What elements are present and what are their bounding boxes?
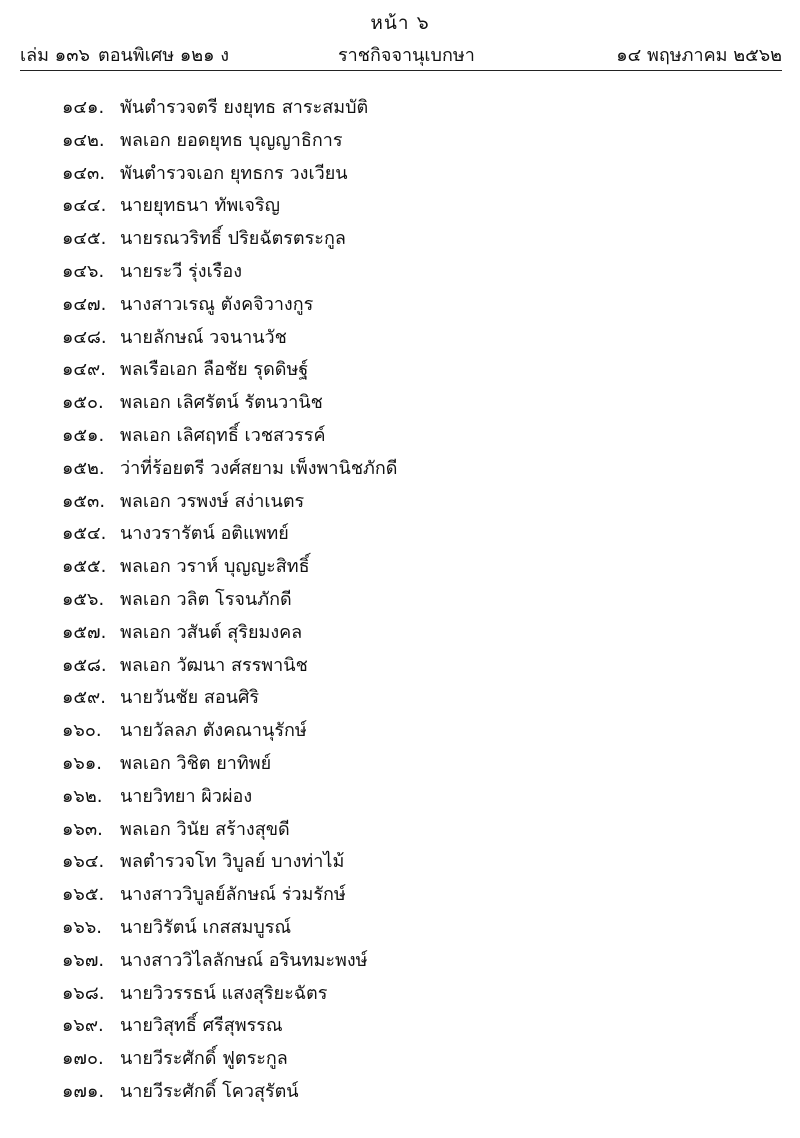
item-number: ๑๖๒.	[62, 785, 103, 807]
item-name: นางสาววิบูลย์ลักษณ์ ร่วมรักษ์	[120, 884, 346, 906]
list-item	[62, 223, 398, 256]
item-name: นายวีระศักดิ์ โควสุรัตน์	[120, 1080, 299, 1102]
item-number: ๑๖๘.	[62, 982, 105, 1004]
item-number: ๑๔๕.	[62, 228, 107, 250]
list-item	[62, 912, 398, 945]
list-item	[62, 781, 398, 814]
item-name: พลเอก วรพงษ์ สง่าเนตร	[120, 490, 305, 512]
item-number: ๑๖๑.	[62, 752, 102, 774]
item-name: นายวีระศักดิ์ ฟูตระกูล	[120, 1048, 288, 1070]
item-name: พันตำรวจตรี ยงยุทธ สาระสมบัติ	[120, 97, 369, 118]
item-name: นายวิวรรธน์ แสงสุริยะฉัตร	[120, 982, 328, 1004]
item-number: ๑๔๔.	[62, 195, 107, 217]
item-number: ๑๖๕.	[62, 884, 105, 906]
item-number: ๑๕๕.	[62, 556, 107, 578]
list-item	[62, 945, 398, 978]
item-number: ๑๕๘.	[62, 654, 107, 676]
item-number: ๑๕๔.	[62, 523, 107, 545]
list-item	[62, 715, 398, 748]
item-number: ๑๔๙.	[62, 359, 106, 381]
item-number: ๑๔๓.	[62, 162, 106, 184]
item-name: พลเอก วิชิต ยาทิพย์	[120, 752, 272, 774]
item-name: พลเอก วราห์ บุญญะสิทธิ์	[120, 556, 310, 578]
item-number: ๑๖๓.	[62, 818, 103, 840]
list-item	[62, 682, 398, 715]
item-number: ๑๖๗.	[62, 949, 105, 971]
list-item	[62, 256, 398, 289]
item-name: ว่าที่ร้อยตรี วงศ์สยาม เพ็งพานิชภักดี	[120, 457, 398, 479]
list-item	[62, 289, 398, 322]
item-name: นายยุทธนา ทัพเจริญ	[120, 195, 280, 217]
list-item	[62, 420, 398, 453]
item-number: ๑๔๗.	[62, 293, 107, 315]
list-item	[62, 322, 398, 355]
list-item	[62, 518, 398, 551]
list-item	[62, 584, 398, 617]
item-name: นายลักษณ์ วจนานวัช	[120, 326, 287, 348]
list-item	[62, 748, 398, 781]
item-name: นายวิสุทธิ์ ศรีสุพรรณ	[120, 1015, 283, 1037]
item-name: นายวัลลภ ตังคณานุรักษ์	[120, 720, 307, 742]
item-name: พลเอก วลิต โรจนภักดี	[120, 588, 292, 610]
item-number: ๑๖๙.	[62, 1015, 104, 1037]
item-name: พลเอก วสันต์ สุริยมงคล	[120, 621, 303, 643]
item-number: ๑๕๑.	[62, 424, 105, 446]
item-name: นายวิรัตน์ เกสสมบูรณ์	[120, 916, 292, 938]
item-name: พลเอก เลิศรัตน์ รัตนวานิช	[120, 392, 323, 414]
item-name: พลเอก เลิศฤทธิ์ เวชสวรรค์	[120, 424, 326, 446]
list-item	[62, 1043, 398, 1076]
item-name: นางวรารัตน์ อติแพทย์	[120, 523, 289, 545]
list-item	[62, 190, 398, 223]
list-item	[62, 617, 398, 650]
item-number: ๑๗๐.	[62, 1048, 104, 1070]
list-item	[62, 354, 398, 387]
item-number: ๑๗๑.	[62, 1080, 105, 1102]
list-item	[62, 486, 398, 519]
item-number: ๑๔๑.	[62, 97, 105, 118]
item-name: พลเอก วินัย สร้างสุขดี	[120, 818, 290, 840]
item-name: นายวันชัย สอนศิริ	[120, 687, 260, 709]
item-name: นายระวี รุ่งเรือง	[120, 260, 243, 282]
header-issue: ตอนพิเศษ ๑๒๑ ง	[98, 45, 230, 66]
list-item	[62, 879, 398, 912]
gazette-header	[20, 40, 782, 68]
item-name: นายรณวริทธิ์ ปริยฉัตรตระกูล	[120, 228, 346, 250]
item-number: ๑๔๒.	[62, 129, 105, 151]
item-number: ๑๕๖.	[62, 588, 105, 610]
list-item	[62, 158, 398, 191]
header-divider	[20, 70, 782, 71]
header-date: ๑๔ พฤษภาคม ๒๕๖๒	[616, 45, 782, 66]
item-number: ๑๔๖.	[62, 260, 105, 282]
list-item	[62, 814, 398, 847]
header-title: ราชกิจจานุเบกษา	[338, 45, 475, 66]
item-number: ๑๕๙.	[62, 687, 106, 709]
item-name: นางสาววิไลลักษณ์ อรินทมะพงษ์	[120, 949, 368, 971]
item-name: พันตำรวจเอก ยุทธกร วงเวียน	[120, 162, 348, 184]
list-item	[62, 1076, 398, 1109]
item-name: พลเรือเอก ลือชัย รุดดิษฐ์	[120, 359, 309, 381]
list-item	[62, 1010, 398, 1043]
list-item	[62, 846, 398, 879]
list-item	[62, 92, 398, 125]
item-number: ๑๖๔.	[62, 851, 105, 873]
item-number: ๑๕๗.	[62, 621, 107, 643]
item-number: ๑๖๖.	[62, 916, 102, 938]
item-number: ๑๕๒.	[62, 457, 105, 479]
item-number: ๑๕๓.	[62, 490, 106, 512]
list-item	[62, 978, 398, 1011]
header-volume: เล่ม ๑๓๖	[20, 45, 90, 66]
item-name: นางสาวเรณู ตังคจิวางกูร	[120, 293, 314, 315]
page-number: หน้า ๖	[370, 12, 430, 34]
item-name: พลเอก ยอดยุทธ บุญญาธิการ	[120, 129, 343, 151]
list-item	[62, 125, 398, 158]
list-item	[62, 387, 398, 420]
name-list	[62, 92, 398, 1109]
item-name: พลตำรวจโท วิบูลย์ บางท่าไม้	[120, 851, 345, 873]
list-item	[62, 650, 398, 683]
item-name: นายวิทยา ผิวผ่อง	[120, 785, 253, 807]
item-number: ๑๔๘.	[62, 326, 107, 348]
list-item	[62, 551, 398, 584]
item-number: ๑๖๐.	[62, 720, 102, 742]
item-number: ๑๕๐.	[62, 392, 104, 414]
list-item	[62, 453, 398, 486]
item-name: พลเอก วัฒนา สรรพานิช	[120, 654, 308, 676]
